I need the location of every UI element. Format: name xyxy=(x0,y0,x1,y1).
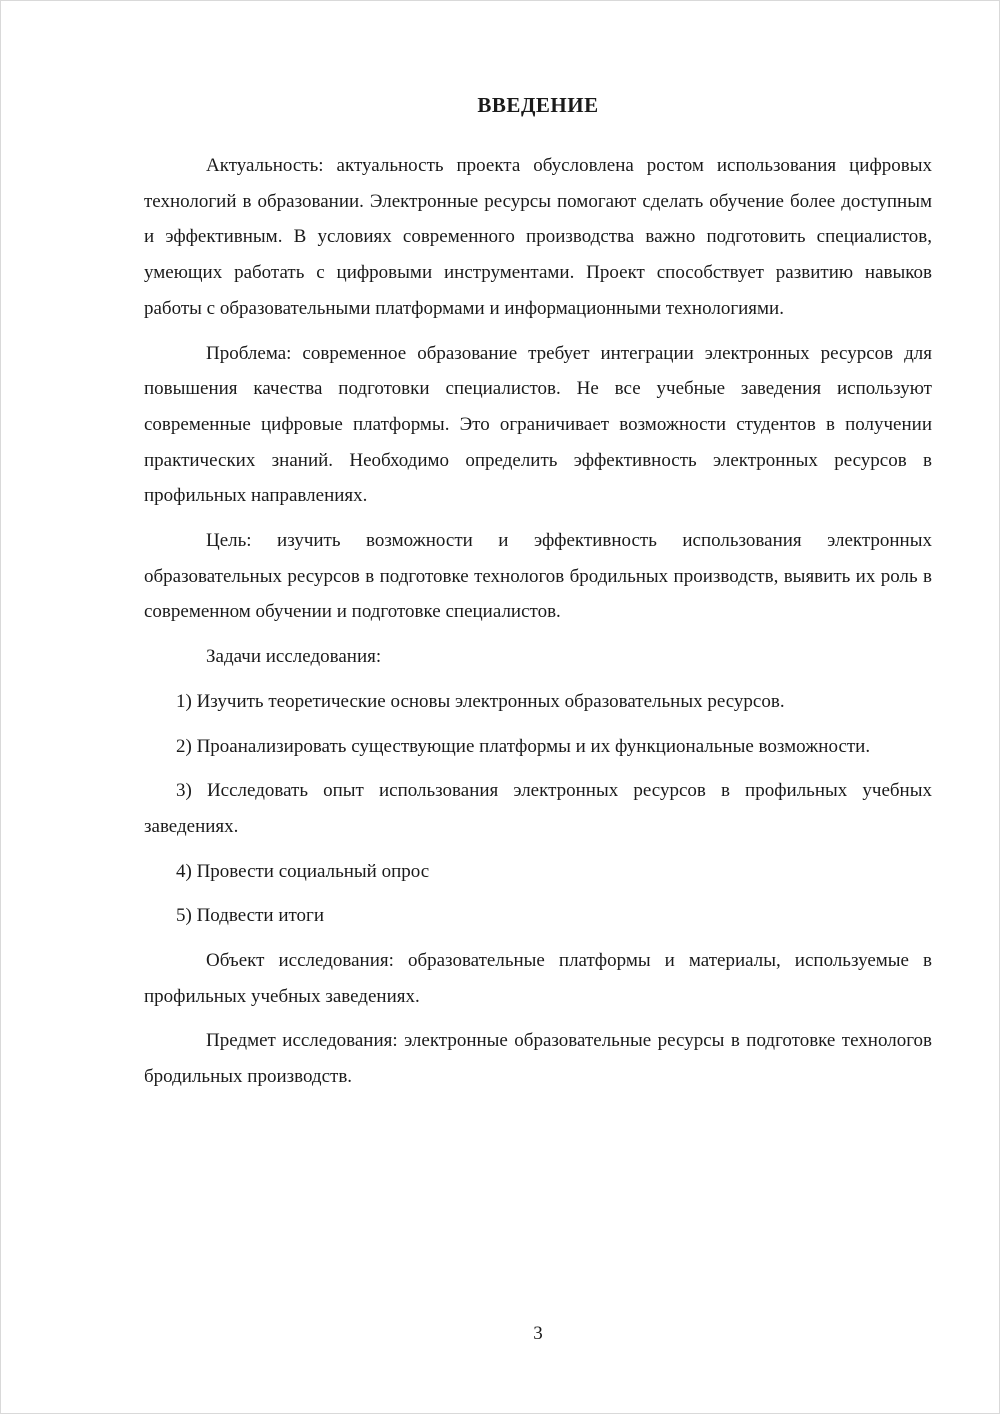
paragraph-obekt: Объект исследования: образовательные платформы и материалы, используемые в профильных учебных заведениях. xyxy=(144,950,932,1007)
paragraph-problema: Проблема: современное образование требует интеграции электронных ресурсов для повышения качества подготовки специалистов. Не все учебные заведения используют современные цифровые платформы. Это ограничивает возможности студентов в получении практических знаний. Необходимо определить эффективность электронных ресурсов в профильных направлениях. xyxy=(144,342,932,507)
list-item-2: 2) Проанализировать существующие платформы и их функциональные возможности. xyxy=(176,735,871,757)
paragraph-zadachi-heading: Задачи исследования: xyxy=(206,646,382,668)
list-item-5: 5) Подвести итоги xyxy=(176,905,325,927)
paragraph-predmet: Предмет исследования: электронные образовательные ресурсы в подготовке технологов бродильных производств. xyxy=(144,1030,932,1088)
paragraph-tsel: Цель: изучить возможности и эффективность использования электронных образовательных ресурсов в подготовке технологов бродильных производств, выявить их роль в современном обучении и подготовке специалистов. xyxy=(144,530,932,623)
document-content xyxy=(144,93,932,1104)
paragraph-aktualnost: Актуальность: актуальность проекта обусловлена ростом использования цифровых технологий в образовании. Электронные ресурсы помогают сделать обучение более доступным и эффективным. В условиях современного производства важно подготовить специалистов, умеющих работать с цифровыми инструментами. Проект способствует развитию навыков работы с образовательными платформами и информационными технологиями. xyxy=(144,155,932,319)
list-item-1: 1) Изучить теоретические основы электронных образовательных ресурсов. xyxy=(176,690,785,712)
list-item-3: 3) Исследовать опыт использования электронных ресурсов в профильных учебных заведениях. xyxy=(144,780,932,837)
page-number: 3 xyxy=(533,1323,543,1344)
document-title: ВВЕДЕНИЕ xyxy=(477,93,599,117)
list-item-4: 4) Провести социальный опрос xyxy=(176,860,430,882)
